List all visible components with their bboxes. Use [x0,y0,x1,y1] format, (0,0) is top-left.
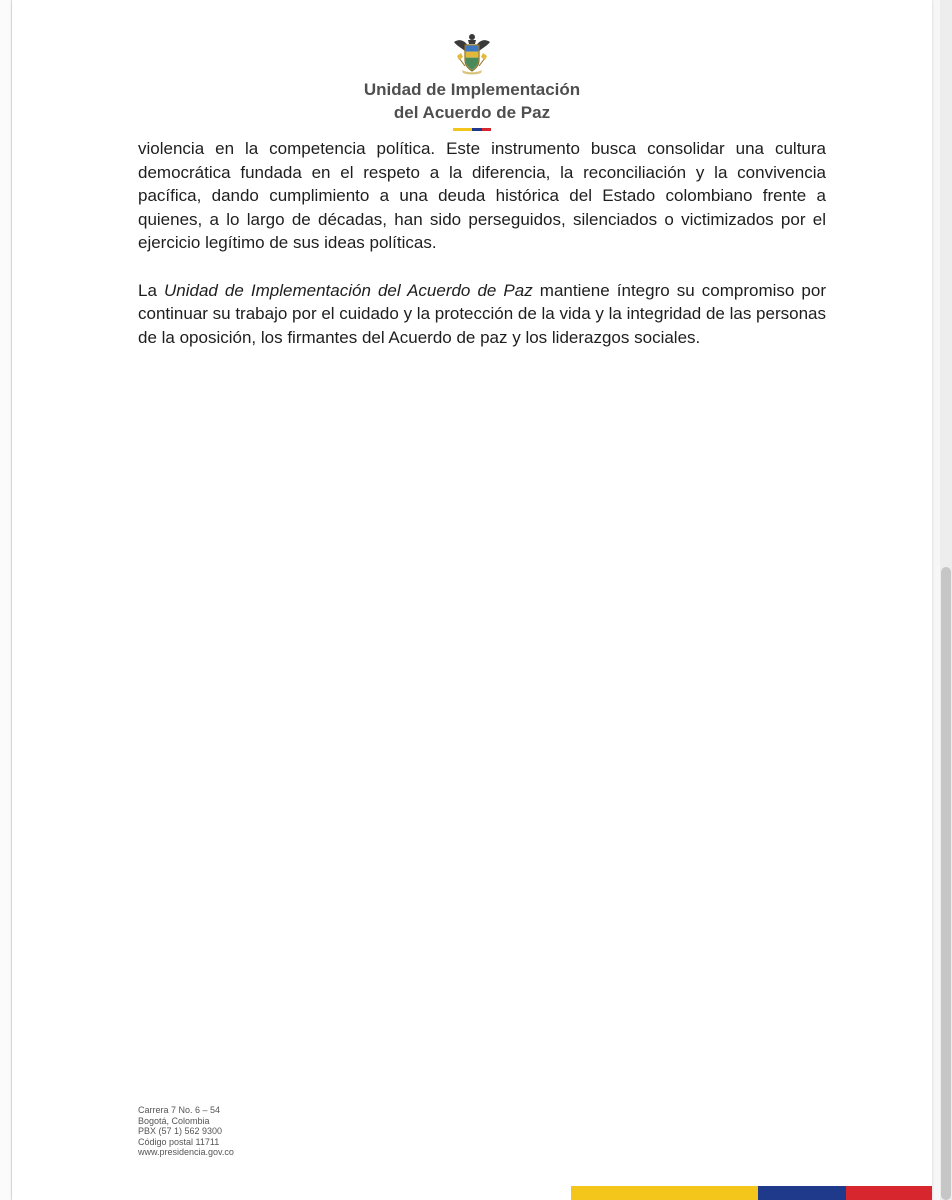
paragraph-2 [138,279,826,350]
document-page [12,0,932,1200]
footer-flag-stripe [571,1186,932,1200]
footer-address: Carrera 7 No. 6 – 54 [138,1105,221,1115]
footer-stripe-yellow [571,1186,758,1200]
org-name-line-1: Unidad de Implementación [363,80,581,99]
stripe-yellow [453,128,472,131]
left-page-edge [0,0,12,1200]
footer-stripe-red [846,1186,932,1200]
header-flag-stripe [453,128,491,131]
coat-of-arms-icon [450,32,494,76]
scrollbar-thumb[interactable] [941,567,951,1200]
footer-postal: Código postal 11711 [138,1136,220,1147]
footer-stripe-blue [758,1186,846,1200]
paragraph-2-suffix: mantiene íntegro su compromiso por continuar su trabajo por el cuidado y la protección de la vida y la integridad de las personas de la oposición, los firmantes del Acuerdo de paz y los liderazgos sociales. [138,280,826,347]
stripe-red [482,128,491,131]
paragraph-2-prefix: La [138,280,164,300]
paragraph-2-italic-entity: Unidad de Implementación del Acuerdo de Paz [163,280,533,300]
paragraph-1: violencia en la competencia política. Este instrumento busca consolidar una cultura democrática fundada en el respeto a la diferencia, la reconciliación y la convivencia pacífica, dando cumplimiento a una deuda histórica del Estado colombiano frente a quienes, a lo largo de décadas, han sido perseguidos, silenciados o victimizados por el ejercicio legítimo de sus ideas políticas. [138,139,826,252]
footer-phone: PBX (57 1) 562 9300 [138,1126,223,1136]
org-name-line-2: del Acuerdo de Paz [393,103,551,122]
stripe-blue [472,128,482,131]
vertical-scrollbar[interactable] [940,0,952,1200]
footer-city: Bogotá, Colombia [138,1115,210,1126]
footer-contact [138,1105,234,1158]
footer-website: www.presidencia.gov.co [138,1147,234,1157]
letterhead [342,32,602,131]
document-body [138,137,826,373]
